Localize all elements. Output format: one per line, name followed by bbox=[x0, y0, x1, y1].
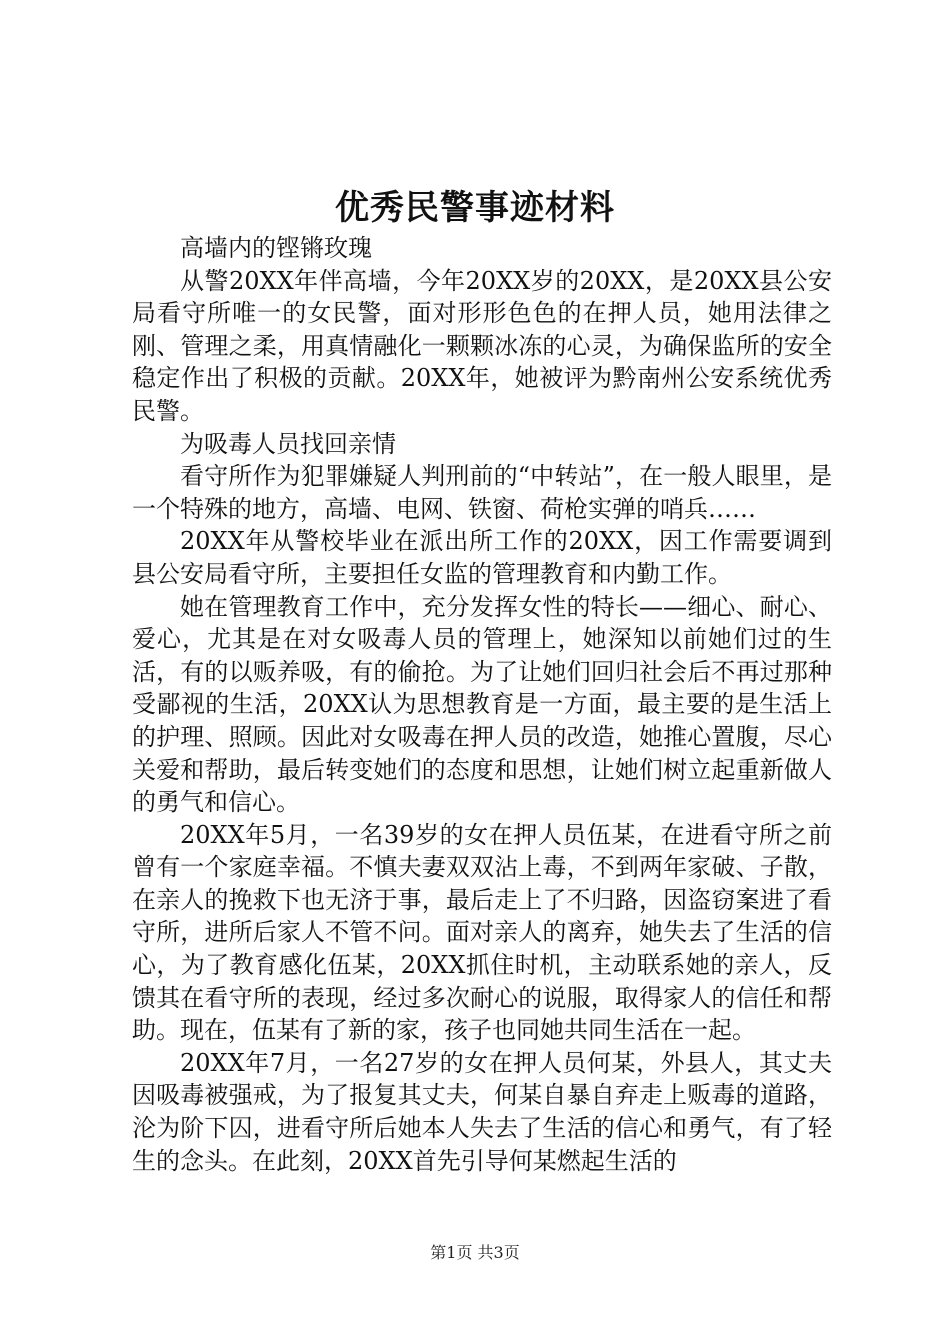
section-heading: 为吸毒人员找回亲情 bbox=[180, 429, 396, 458]
page-number-footer: 第1页 共3页 bbox=[430, 1243, 520, 1262]
section-heading: 高墙内的铿锵玫瑰 bbox=[180, 234, 372, 262]
paragraph: 从警20XX年伴高墙，今年20XX岁的20XX，是20XX县公安局看守所唯一的女民警，面对形形色色的在押人员，她用法律之刚、管理之柔，用真情融化一颗颗冰冻的心灵，为确保监所的安全稳定作出了积极的贡献。20XX年，她被评为黔南州公安系统优秀民警。 bbox=[132, 266, 832, 425]
paragraph: 20XX年7月，一名27岁的女在押人员何某，外县人，其丈夫因吸毒被强戒，为了报复其丈夫，何某自暴自弃走上贩毒的道路，沦为阶下囚，进看守所后她本人失去了生活的信心和勇气，有了轻生的念头。在此刻，20XX首先引导何某燃起生活的 bbox=[132, 1048, 832, 1175]
paragraph: 20XX年5月，一名39岁的女在押人员伍某，在进看守所之前曾有一个家庭幸福。不慎夫妻双双沾上毒，不到两年家破、子散，在亲人的挽救下也无济于事，最后走上了不归路，因盗窃案进了看守所，进所后家人不管不问。面对亲人的离弃，她失去了生活的信心，为了教育感化伍某，20XX抓住时机，主动联系她的亲人，反馈其在看守所的表现，经过多次耐心的说服，取得家人的信任和帮助。现在，伍某有了新的家，孩子也同她共同生活在一起。 bbox=[132, 820, 832, 1045]
document-title: 优秀民警事迹材料 bbox=[335, 188, 615, 228]
paragraph: 她在管理教育工作中，充分发挥女性的特长——细心、耐心、爱心，尤其是在对女吸毒人员的管理上，她深知以前她们过的生活，有的以贩养吸，有的偷抢。为了让她们回归社会后不再过那种受鄙视的生活，20XX认为思想教育是一方面，最主要的是生活上的护理、照顾。因此对女吸毒在押人员的改造，她推心置腹，尽心关爱和帮助，最后转变她们的态度和思想，让她们树立起重新做人的勇气和信心。 bbox=[132, 592, 832, 817]
paragraph: 看守所作为犯罪嫌疑人判刑前的“中转站”，在一般人眼里，是一个特殊的地方，高墙、电网、铁窗、荷枪实弹的哨兵…… bbox=[132, 462, 832, 523]
document-body bbox=[132, 232, 832, 1177]
paragraph: 20XX年从警校毕业在派出所工作的20XX，因工作需要调到县公安局看守所，主要担任女监的管理教育和内勤工作。 bbox=[132, 527, 832, 588]
